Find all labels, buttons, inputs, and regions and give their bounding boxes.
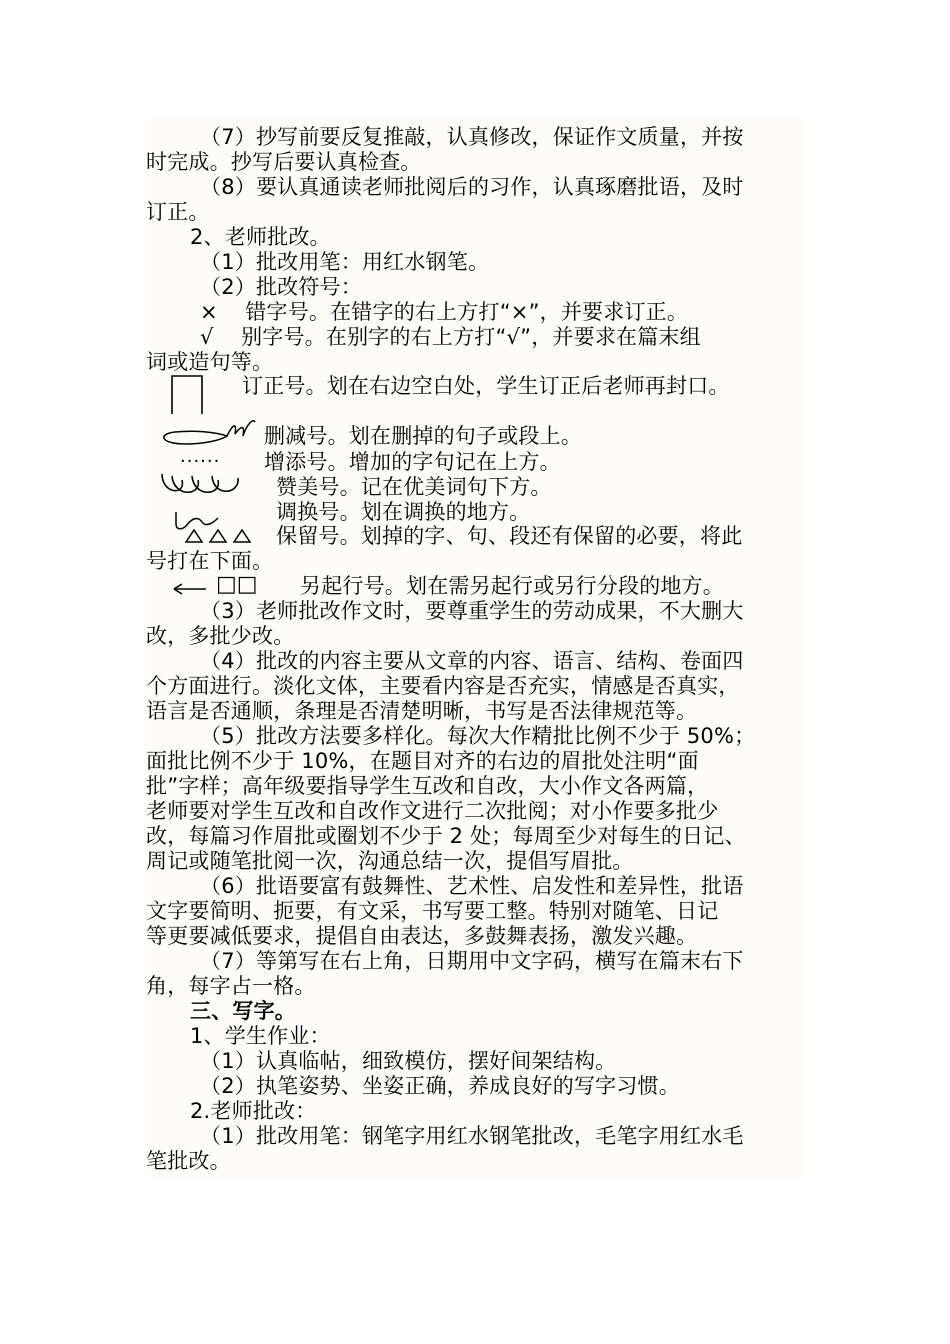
text-line: 角，每字占一格。 <box>146 974 316 998</box>
text-line: 周记或随笔批阅一次，沟通总结一次，提倡写眉批。 <box>146 849 634 873</box>
text-line: 订正号。划在右边空白处，学生订正后老师再封口。 <box>242 374 730 398</box>
praise-circles-icon <box>158 470 242 500</box>
text-line: （5）批改方法要多样化。每次大作精批比例不少于 50%； <box>200 724 756 748</box>
text-line: 1、学生作业： <box>190 1024 331 1048</box>
text-line: （1）认真临帖，细致模仿，摆好间架结构。 <box>200 1049 617 1073</box>
text-line: 等更要减低要求，提倡自由表达，多鼓舞表扬，激发兴趣。 <box>146 924 698 948</box>
text-line: （4）批改的内容主要从文章的内容、语言、结构、卷面四 <box>200 649 744 673</box>
text-line: （7）抄写前要反复推敲，认真修改，保证作文质量，并按 <box>200 125 744 149</box>
text-line: 订正。 <box>146 200 210 224</box>
text-line: （7）等第写在右上角，日期用中文字码，横写在篇末右下 <box>200 949 744 973</box>
text-line: 批”字样；高年级要指导学生互改和自改，大小作文各两篇， <box>146 774 709 798</box>
text-line: 调换号。划在调换的地方。 <box>276 500 531 524</box>
text-line: 删减号。划在删掉的句子或段上。 <box>264 424 582 448</box>
text-line: 语言是否通顺，条理是否清楚明晰，书写是否法律规范等。 <box>146 699 698 723</box>
retention-mark-icon <box>170 508 252 544</box>
text-line: 时完成。抄写后要认真检查。 <box>146 150 422 174</box>
text-line: （1）批改用笔：钢笔字用红水钢笔批改，毛笔字用红水毛 <box>200 1124 744 1148</box>
text-line: 赞美号。记在优美词句下方。 <box>276 475 552 499</box>
newline-boxes-icon: □□ <box>216 572 258 597</box>
text-line: 改，每篇习作眉批或圈划不少于 2 处；每周至少对每生的日记、 <box>146 824 746 848</box>
text-line: 三、写字。 <box>190 999 296 1023</box>
text-line: 号打在下面。 <box>146 549 274 573</box>
text-line: 文字要简明、扼要，有文采，书写要工整。特别对随笔、日记 <box>146 899 719 923</box>
text-line: 面批比例不少于 10%，在题目对齐的右边的眉批处注明“面 <box>146 749 699 773</box>
text-line: 2、老师批改。 <box>190 225 331 249</box>
text-line: 改，多批少改。 <box>146 624 295 648</box>
text-line: 词或造句等。 <box>146 350 274 374</box>
text-line: 笔批改。 <box>146 1149 231 1173</box>
text-line: （8）要认真通读老师批阅后的习作，认真琢磨批语，及时 <box>200 175 744 199</box>
text-line: 另起行号。划在需另起行或另行分段的地方。 <box>300 574 724 598</box>
text-line: × 错字号。在错字的右上方打“×”，并要求订正。 <box>200 300 689 324</box>
text-line: 个方面进行。淡化文体，主要看内容是否充实，情感是否真实， <box>146 674 740 698</box>
text-line: 保留号。划掉的字、句、段还有保留的必要，将此 <box>276 524 743 548</box>
left-arrow-icon <box>172 582 208 596</box>
correction-mark-icon <box>168 372 208 416</box>
insertion-dots-icon: ...... <box>180 446 221 467</box>
text-line: （1）批改用笔：用红水钢笔。 <box>200 250 490 274</box>
text-line: 增添号。增加的字句记在上方。 <box>264 450 561 474</box>
text-line: （6）批语要富有鼓舞性、艺术性、启发性和差异性，批语 <box>200 874 744 898</box>
text-line: 老师要对学生互改和自改作文进行二次批阅；对小作要多批少 <box>146 799 719 823</box>
text-line: （2）执笔姿势、坐姿正确，养成良好的写字习惯。 <box>200 1074 680 1098</box>
text-line: （3）老师批改作文时，要尊重学生的劳动成果，不大删大 <box>200 599 744 623</box>
text-line: √ 别字号。在别字的右上方打“√”，并要求在篇末组 <box>200 325 701 349</box>
text-line: 2.老师批改： <box>190 1099 317 1123</box>
text-line: （2）批改符号： <box>200 275 362 299</box>
